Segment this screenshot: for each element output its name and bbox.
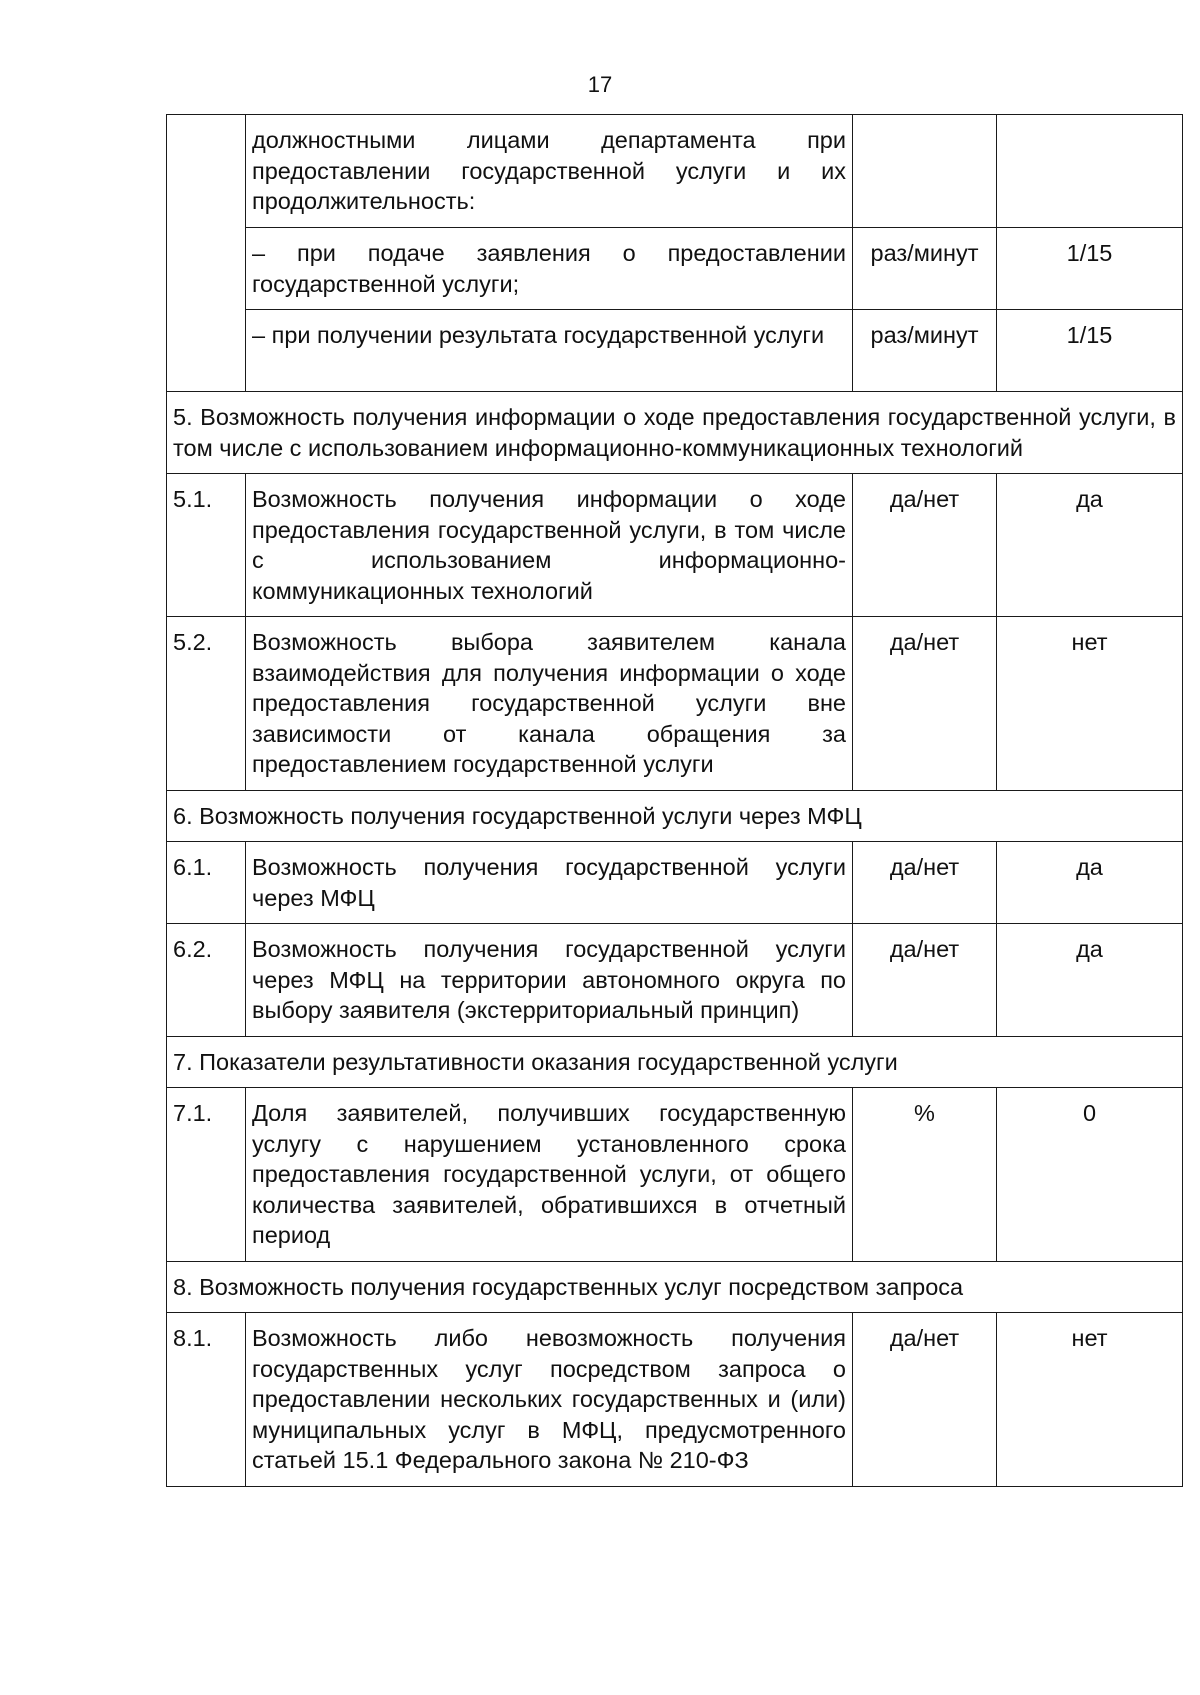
table-row — [167, 1088, 1183, 1262]
section-title: 7. Показатели результативности оказания государственной услуги — [167, 1036, 1183, 1088]
section-title: 6. Возможность получения государственной услуги через МФЦ — [167, 790, 1183, 842]
section-header-row — [167, 1261, 1183, 1313]
value-cell: 1/15 — [997, 310, 1183, 392]
table-row — [167, 228, 1183, 310]
value-cell: нет — [997, 617, 1183, 791]
value-cell: да — [997, 924, 1183, 1037]
value-cell — [997, 115, 1183, 228]
description-cell: Возможность выбора заявителем канала взаимодействия для получения информации о ходе предоставления государственной услуги вне зависимости от канала обращения за предоставлением государственной услуги — [246, 617, 853, 791]
table-row — [167, 115, 1183, 228]
unit-cell: да/нет — [853, 924, 997, 1037]
unit-cell: да/нет — [853, 842, 997, 924]
unit-cell: да/нет — [853, 1313, 997, 1487]
value-cell: 1/15 — [997, 228, 1183, 310]
description-cell: должностными лицами департамента при предоставлении государственной услуги и их продолжительность: — [246, 115, 853, 228]
unit-cell: % — [853, 1088, 997, 1262]
description-cell: – при получении результата государственной услуги — [246, 310, 853, 392]
section-title: 5. Возможность получения информации о ходе предоставления государственной услуги, в том числе с использованием информационно-коммуникационных технологий — [167, 392, 1183, 474]
row-number: 7.1. — [167, 1088, 246, 1262]
unit-cell — [853, 115, 997, 228]
value-cell: 0 — [997, 1088, 1183, 1262]
table-row — [167, 617, 1183, 791]
value-cell: нет — [997, 1313, 1183, 1487]
section-title: 8. Возможность получения государственных услуг посредством запроса — [167, 1261, 1183, 1313]
row-number: 6.2. — [167, 924, 246, 1037]
value-cell: да — [997, 474, 1183, 617]
unit-cell: раз/минут — [853, 228, 997, 310]
table-row — [167, 1313, 1183, 1487]
row-number: 6.1. — [167, 842, 246, 924]
row-number: 5.2. — [167, 617, 246, 791]
description-cell: Возможность получения информации о ходе предоставления государственной услуги, в том числе с использованием информационно-коммуникационных технологий — [246, 474, 853, 617]
value-cell: да — [997, 842, 1183, 924]
unit-cell: раз/минут — [853, 310, 997, 392]
indicators-table — [166, 114, 1183, 1487]
description-cell: Возможность получения государственной услуги через МФЦ на территории автономного округа по выбору заявителя (экстерриториальный принцип) — [246, 924, 853, 1037]
unit-cell: да/нет — [853, 474, 997, 617]
description-cell: – при подаче заявления о предоставлении государственной услуги; — [246, 228, 853, 310]
number-cell — [167, 115, 246, 392]
table-row — [167, 474, 1183, 617]
description-cell: Доля заявителей, получивших государственную услугу с нарушением установленного срока предоставления государственной услуги, от общего количества заявителей, обратившихся в отчетный период — [246, 1088, 853, 1262]
section-header-row — [167, 392, 1183, 474]
table-row — [167, 310, 1183, 392]
table-row — [167, 924, 1183, 1037]
description-cell: Возможность либо невозможность получения государственных услуг посредством запроса о предоставлении нескольких государственных и (или) муниципальных услуг в МФЦ, предусмотренного статьей 15.1 Федерального закона № 210-ФЗ — [246, 1313, 853, 1487]
section-header-row — [167, 790, 1183, 842]
description-cell: Возможность получения государственной услуги через МФЦ — [246, 842, 853, 924]
row-number: 8.1. — [167, 1313, 246, 1487]
unit-cell: да/нет — [853, 617, 997, 791]
section-header-row — [167, 1036, 1183, 1088]
row-number: 5.1. — [167, 474, 246, 617]
table-row — [167, 842, 1183, 924]
page-number: 17 — [587, 72, 613, 97]
